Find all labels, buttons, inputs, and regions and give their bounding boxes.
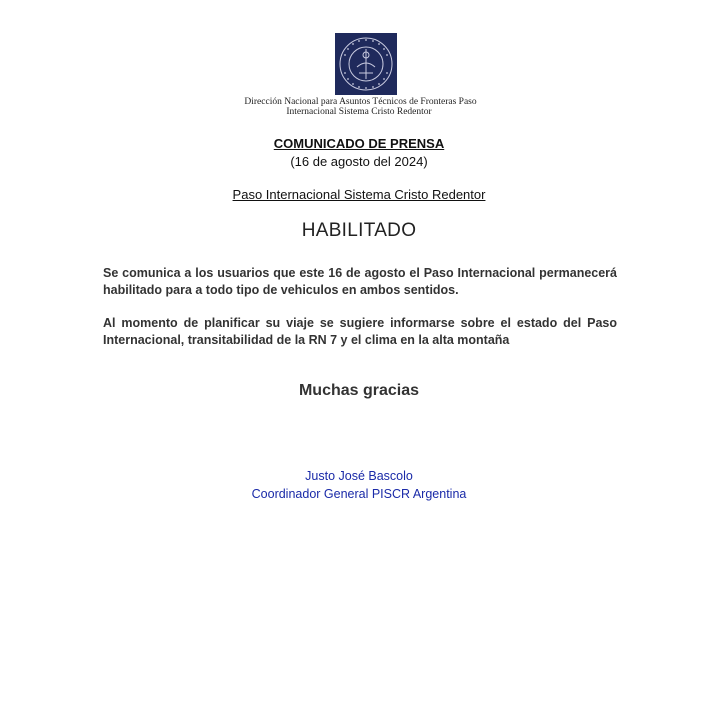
press-release-title: COMUNICADO DE PRENSA: [273, 136, 445, 151]
organization-name-line-2: Internacional Sistema Cristo Redentor: [286, 107, 432, 117]
seal-emblem-icon: [335, 33, 397, 95]
press-release-date: (16 de agosto del 2024): [290, 154, 428, 169]
signatory-role: Coordinador General PISCR Argentina: [251, 487, 467, 501]
organization-name-line-1: Dirección Nacional para Asuntos Técnicos de Fronteras Paso: [244, 97, 477, 107]
signatory-name: Justo José Bascolo: [305, 469, 413, 483]
announcement-paragraph: Se comunica a los usuarios que este 16 de agosto el Paso Internacional permanecerá habilitado para a todo tipo de vehiculos en ambos sentidos.: [103, 266, 617, 297]
ministry-seal-logo: [335, 33, 397, 95]
crossing-status: HABILITADO: [301, 220, 417, 241]
travel-advice-paragraph: Al momento de planificar su viaje se sugiere informarse sobre el estado del Paso Internacional, transitabilidad de la RN 7 y el clima en la alta montaña: [103, 316, 617, 347]
border-crossing-name: Paso Internacional Sistema Cristo Redentor: [232, 187, 486, 202]
closing-thanks: Muchas gracias: [298, 382, 420, 399]
